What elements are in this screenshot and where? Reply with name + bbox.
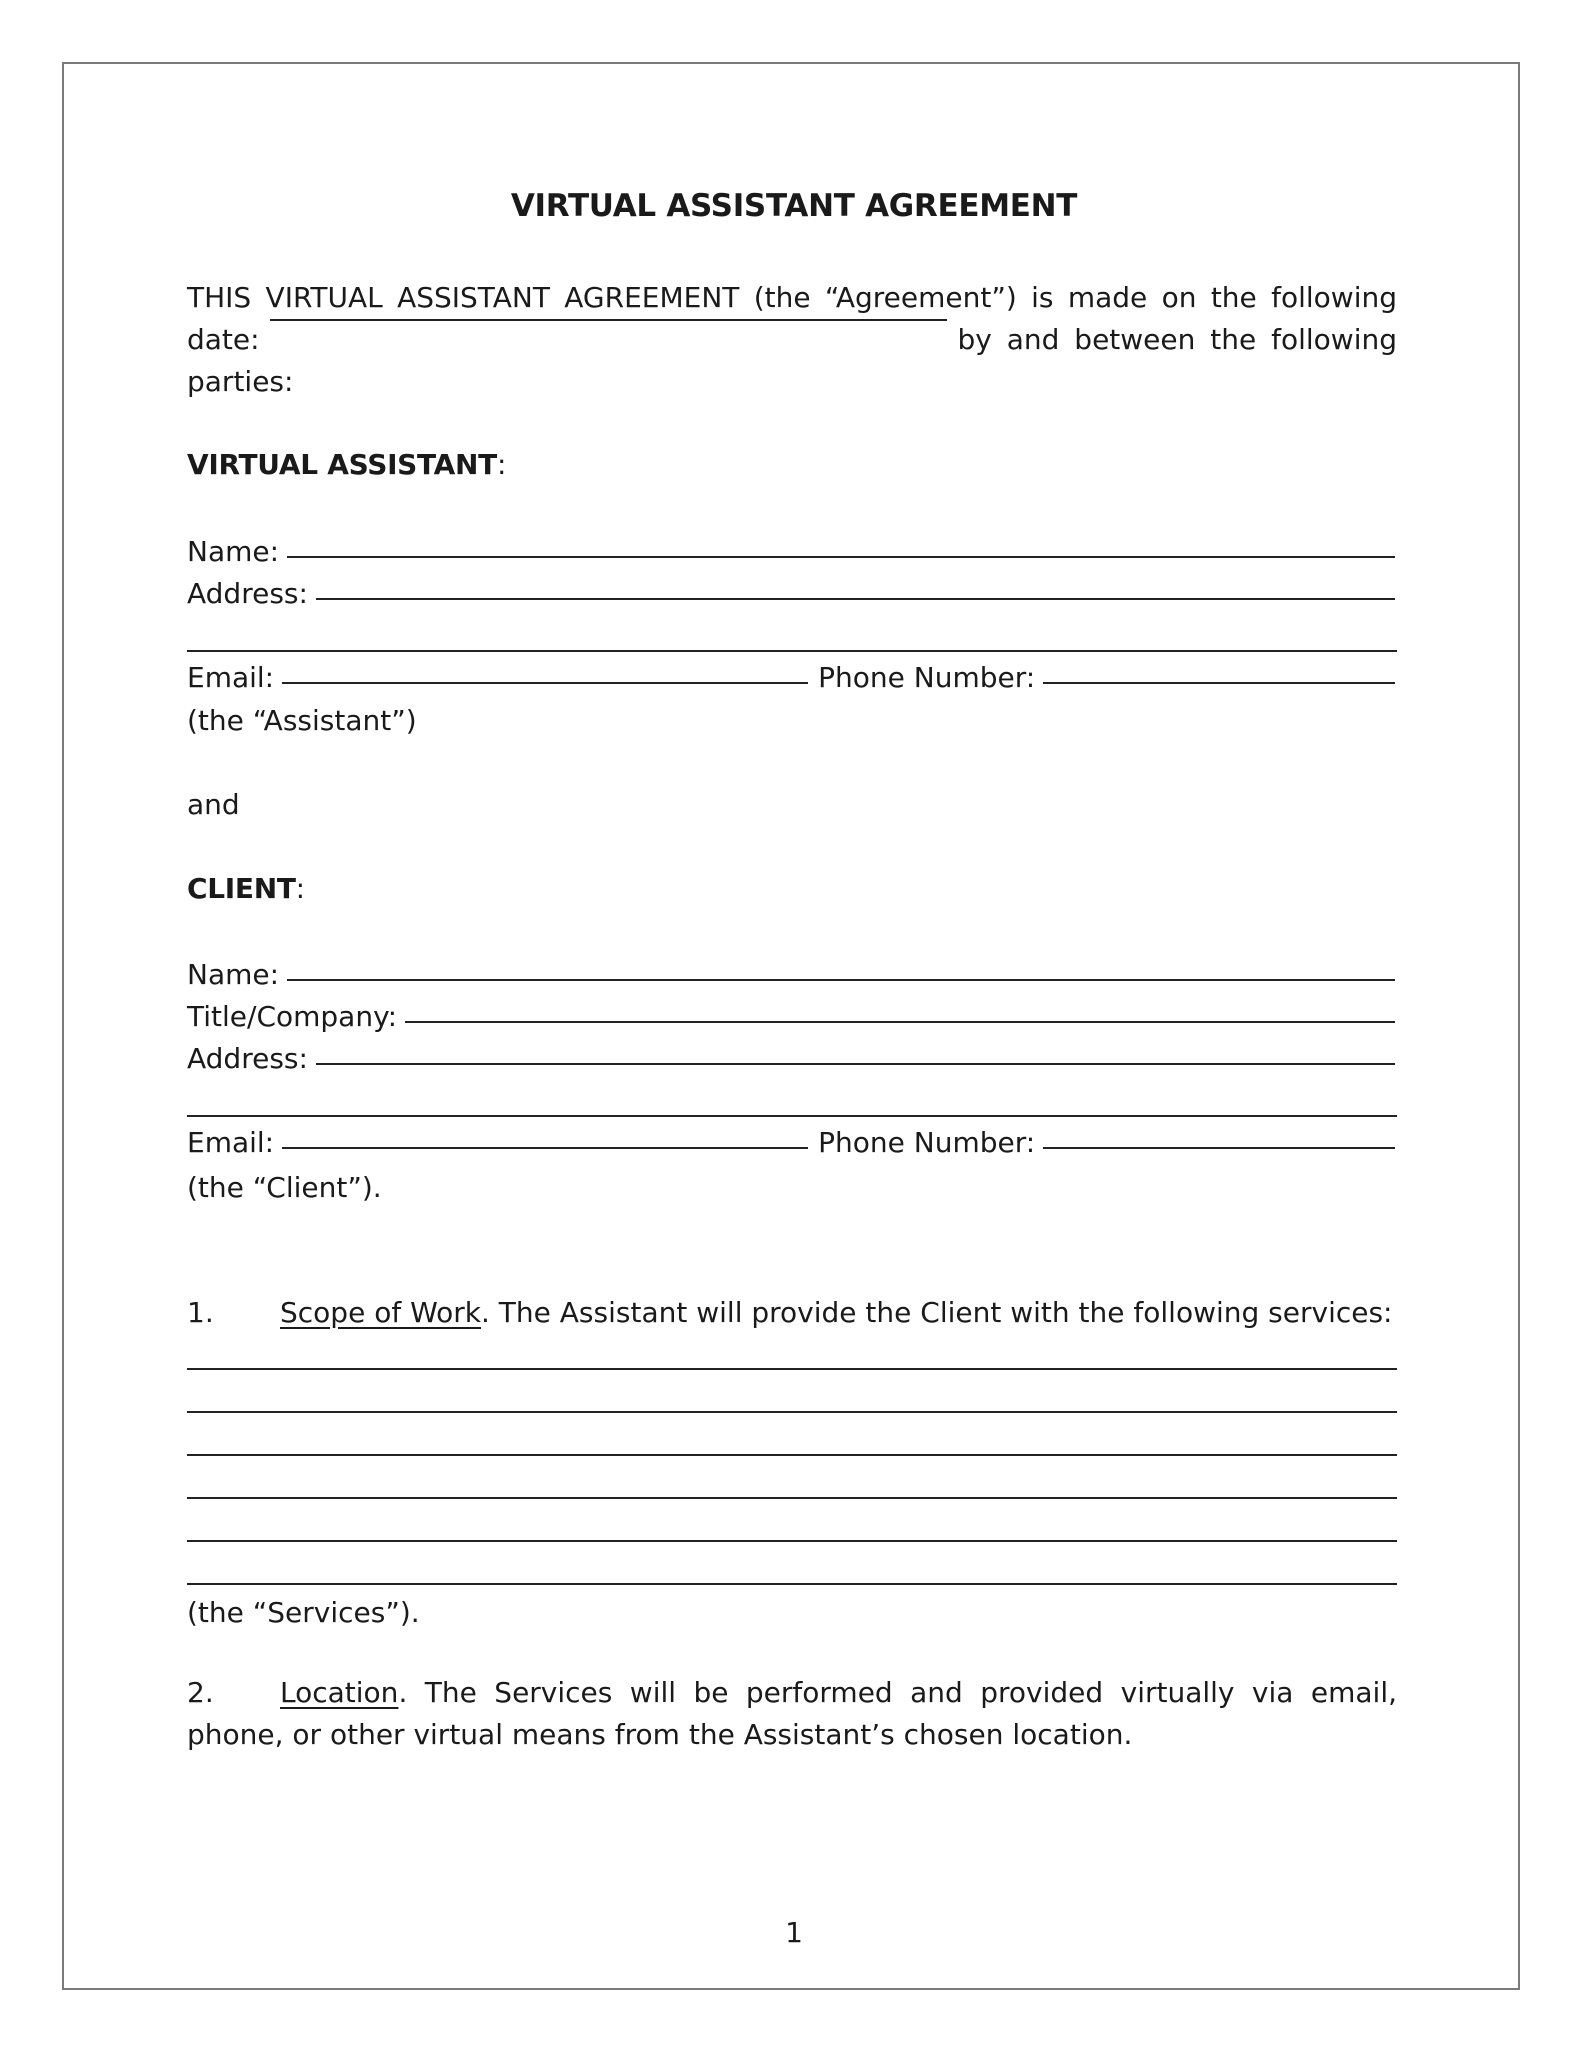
section-1: [187, 1292, 1397, 1334]
intro-line-3: parties:: [187, 365, 294, 398]
client-address-label: Address:: [187, 1042, 308, 1075]
client-title-company-field[interactable]: [405, 1021, 1395, 1023]
section-2: [187, 1672, 1397, 1756]
assistant-email-field[interactable]: [282, 682, 808, 684]
assistant-address-row: [187, 568, 1395, 610]
assistant-contact-row: [187, 652, 1395, 694]
assistant-name-field[interactable]: [287, 556, 1395, 558]
assistant-phone-label: Phone Number:: [818, 661, 1036, 694]
services-line-5[interactable]: [187, 1540, 1397, 1542]
intro-paragraph: [187, 277, 1397, 403]
section-2-text: . The Services will be performed and provided virtually via email, phone, or other virtual means from the Assistant’s chosen location.: [187, 1676, 1397, 1751]
client-heading: [187, 872, 305, 905]
assistant-defined-as: (the “Assistant”): [187, 704, 417, 737]
document-title: VIRTUAL ASSISTANT AGREEMENT: [510, 188, 1078, 224]
section-1-heading: Scope of Work: [280, 1296, 481, 1329]
section-2-heading: Location: [280, 1676, 399, 1709]
page-number: 1: [785, 1916, 803, 1949]
client-title-company-label: Title/Company:: [187, 1000, 398, 1033]
assistant-address-field[interactable]: [316, 598, 1395, 600]
intro-line-1: THIS VIRTUAL ASSISTANT AGREEMENT (the “Agreement”) is made on the following: [187, 281, 1397, 314]
client-email-field[interactable]: [282, 1147, 808, 1149]
client-name-label: Name:: [187, 958, 280, 991]
date-label: date:: [187, 323, 260, 356]
section-2-number: 2.: [187, 1676, 214, 1709]
assistant-name-row: [187, 526, 1395, 568]
assistant-heading-colon: :: [496, 448, 507, 481]
services-line-4[interactable]: [187, 1497, 1397, 1499]
client-phone-label: Phone Number:: [818, 1126, 1036, 1159]
services-defined-as: (the “Services”).: [187, 1596, 420, 1629]
services-line-2[interactable]: [187, 1411, 1397, 1413]
client-name-field[interactable]: [287, 979, 1395, 981]
client-heading-text: CLIENT: [187, 872, 296, 905]
services-line-6[interactable]: [187, 1583, 1397, 1585]
client-heading-colon: :: [295, 872, 305, 905]
client-address-row: [187, 1033, 1395, 1075]
assistant-phone-field[interactable]: [1043, 682, 1395, 684]
intro-after-date: by and between the following: [957, 323, 1397, 356]
client-email-label: Email:: [187, 1126, 275, 1159]
client-phone-field[interactable]: [1043, 1147, 1395, 1149]
services-line-1[interactable]: [187, 1368, 1397, 1370]
assistant-email-label: Email:: [187, 661, 275, 694]
and-text: and: [187, 788, 240, 821]
assistant-heading: [187, 448, 506, 481]
client-contact-row: [187, 1117, 1395, 1159]
intro-line-2: [187, 319, 1397, 361]
client-address-field[interactable]: [316, 1063, 1395, 1065]
client-name-row: [187, 949, 1395, 991]
client-defined-as: (the “Client”).: [187, 1171, 382, 1204]
section-1-number: 1.: [187, 1296, 214, 1329]
client-title-company-row: [187, 991, 1395, 1033]
date-field[interactable]: [270, 319, 948, 321]
services-line-3[interactable]: [187, 1454, 1397, 1456]
assistant-name-label: Name:: [187, 535, 280, 568]
assistant-heading-text: VIRTUAL ASSISTANT: [187, 448, 497, 481]
section-1-text: . The Assistant will provide the Client with the following services:: [481, 1296, 1393, 1329]
assistant-address-label: Address:: [187, 577, 308, 610]
